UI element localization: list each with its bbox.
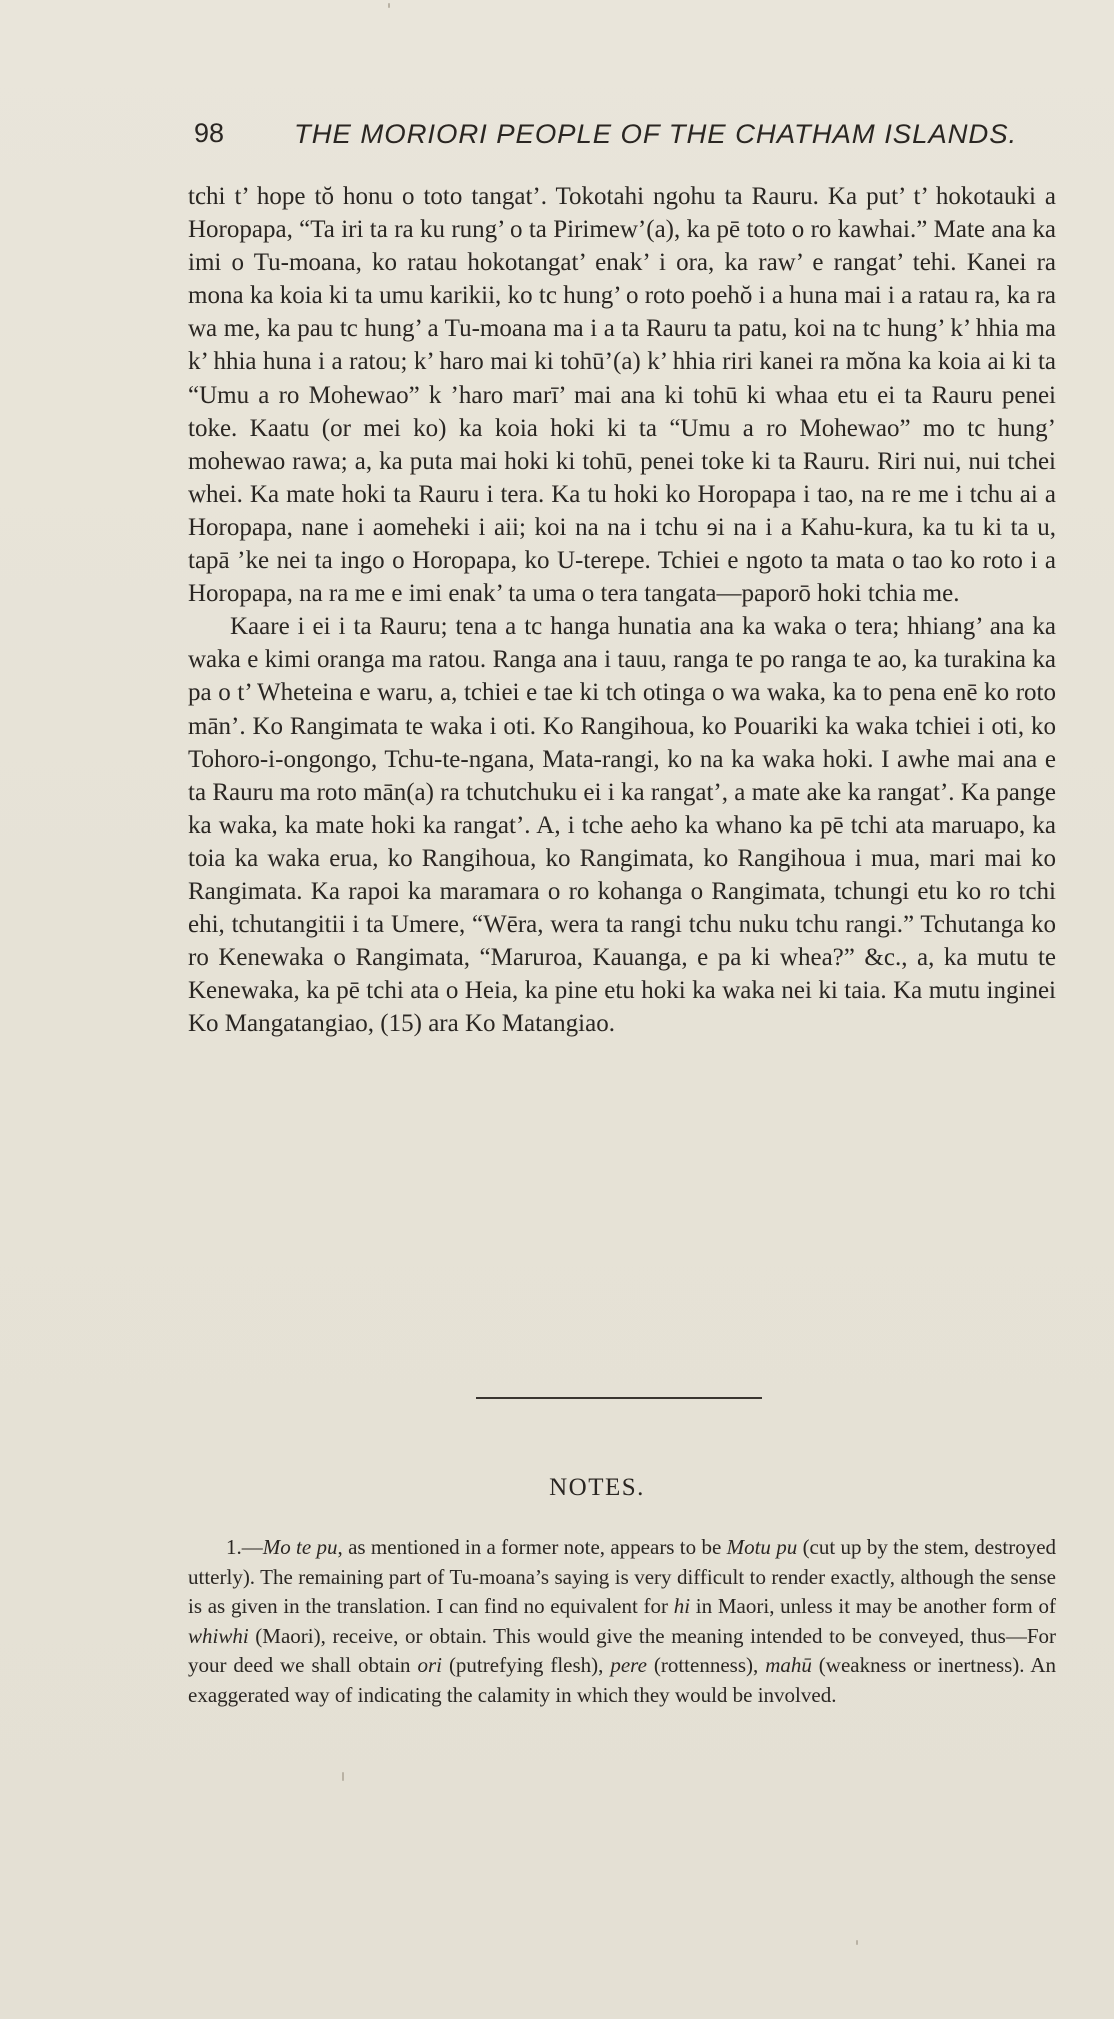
- paper-speck: [342, 1772, 344, 1781]
- note-text: in Maori, unless it may be another form of: [690, 1594, 1056, 1618]
- paper-speck: [388, 3, 390, 8]
- note-text: (rottenness),: [646, 1653, 766, 1677]
- note-term: hi: [673, 1594, 691, 1618]
- note-term: Mo te pu: [262, 1535, 338, 1559]
- running-title: THE MORIORI PEOPLE OF THE CHATHAM ISLANDS.: [294, 119, 1018, 149]
- paper-speck: [856, 1940, 858, 1945]
- paragraph-2: Kaare i ei i ta Rauru; tena a tc hanga hunatia ana ka waka o tera; hhiang’ ana ka waka e kimi oranga ma ratou. Ranga ana i tauu, ranga te po ranga te ao, ka turakina ka pa o t’ Wheteina e waru, a, tchiei e tae ki tch otinga o wa waka, ka to pena enē ko roto mān’. Ko Rangimata te waka i oti. Ko Rangihoua, ko Pouariki ka waka tchiei i oti, ko Tohoro-i-ongongo, Tchu-te-ngana, Mata-rangi, ko na ka waka hoki. I awhe mai ana e ta Rauru ma roto mān(a) ra tchutchuku ei i ka rangat’, a mate ake ka rangat’. Ka pange ka waka, ka mate hoki ka rangat’. A, i tche aeho ka whano ka pē tchi ata maruapo, ka toia ka waka erua, ko Rangihoua, ko Rangimata, ko Rangihoua i mua, mari mai ko Rangimata. Ka rapoi ka maramara o ro kohanga o Rangimata, tchungi etu ko ro tchi ehi, tchutangitii i ta Umere, “Wēra, wera ta rangi tchu nuku tchu rangi.” Tchutanga ko ro Kenewaka o Rangimata, “Maruroa, Kauanga, e pa ki whea?” &c., a, ka mutu te Kenewaka, ka pē tchi ata o Heia, ka pine etu hoki ka waka nei ki taia. Ka mutu inginei Ko Mangatangiao, (15) ara Ko Matangiao.: [188, 613, 1056, 1038]
- note-term: ori: [417, 1653, 442, 1677]
- note-text: (weakness or inertness). An exaggerated way of indicating the calamity in which they would be involved.: [188, 1653, 1056, 1707]
- note-1: [188, 1533, 1056, 1710]
- paragraph-1: tchi t’ hope tŏ honu o toto tangat’. Tokotahi ngohu ta Rauru. Ka put’ t’ hokotauki a Horopapa, “Ta iri ta ra ku rung’ o ta Pirimew’(a), ka pē toto o ro kawhai.” Mate ana ka imi o Tu-moana, ko ratau hokotangat’ enak’ i ora, ka raw’ e rangat’ tehi. Kanei ra mona ka koia ki ta umu karikii, ko tc hung’ o roto poehŏ i a huna mai i a ratau ra, ka ra wa me, ka pau tc hung’ a Tu-moana ma i a ta Rauru ta patu, koi na tc hung’ k’ hhia ma k’ hhia huna i a ratou; k’ haro mai ki tohū’(a) k’ hhia riri kanei ra mŏna ka koia ai ki ta “Umu a ro Mohewao” k ’haro marī’ mai ana ki tohū ki whaa etu ei ta Rauru penei toke. Kaatu (or mei ko) ka koia hoki ki ta “Umu a ro Mohewao” mo tc hung’ mohewao rawa; a, ka puta mai hoki ki tohū, penei toke ki ta Rauru. Riri nui, nui tchei whei. Ka mate hoki ta Rauru i tera. Ka tu hoki ko Horopapa i tao, na re me i tchu ai a Horopapa, nane i aomeheki i aii; koi na na i tchu ɘi na i a Kahu-kura, ka tu ki ta u, tapā ’ke nei ta ingo o Horopapa, ko U-terepe. Tchiei e ngoto ta mata o tao ko roto i a Horopapa, na ra me e imi enak’ ta uma o tera tangata—paporō hoki tchia me.: [188, 183, 1056, 608]
- page-number: 98: [194, 118, 225, 148]
- note-term: pere: [610, 1653, 647, 1677]
- note-text: , as mentioned in a former note, appears to be: [337, 1535, 727, 1559]
- note-term: Motu pu: [726, 1535, 798, 1559]
- section-divider: [476, 1397, 762, 1399]
- note-text: (cut up by the stem, destroyed utterly). The remaining part of Tu-moana’s saying is very difficult to render exactly, although the sense is as given in the translation. I can find no equivalent for: [188, 1535, 1057, 1618]
- note-term: whiwhi: [188, 1623, 249, 1648]
- notes-heading: NOTES.: [549, 1474, 645, 1501]
- note-text: (Maori), receive, or obtain. This would give the meaning intended to be conveyed, thus—For your deed we shall obtain: [188, 1623, 1056, 1677]
- note-number: 1.—: [226, 1535, 263, 1559]
- note-term: mahū: [765, 1653, 812, 1677]
- note-text: (putrefying flesh),: [442, 1653, 611, 1677]
- running-header: [190, 108, 1018, 158]
- main-text: [188, 180, 1056, 1040]
